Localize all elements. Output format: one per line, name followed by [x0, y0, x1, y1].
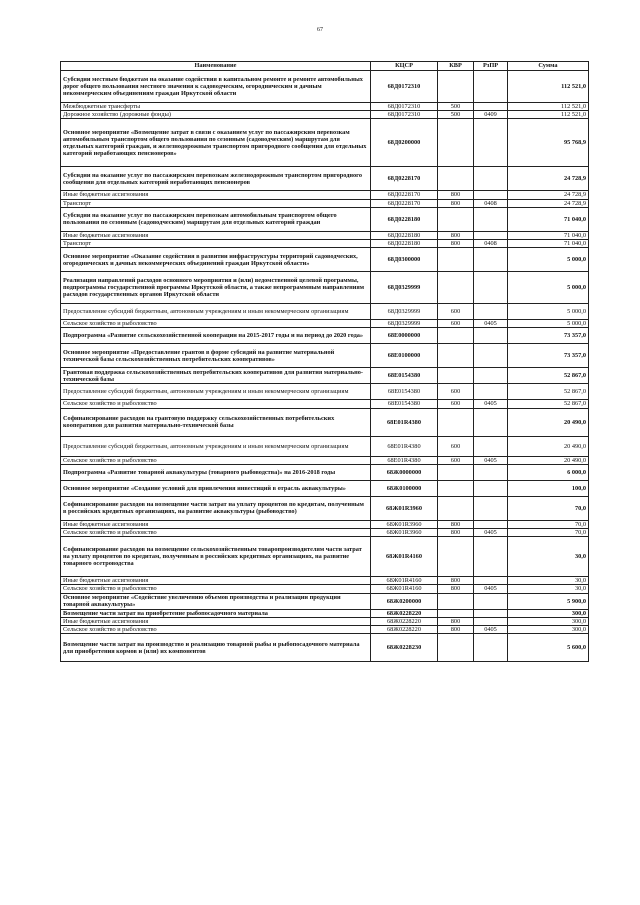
table-row	[61, 304, 589, 320]
cell-rzpr	[474, 634, 508, 662]
cell-rzpr	[474, 520, 508, 528]
cell-rzpr: 0405	[474, 626, 508, 634]
cell-code: 68Ж01R4160	[371, 537, 438, 577]
cell-rzpr	[474, 207, 508, 231]
cell-code: 68Д0228170	[371, 191, 438, 199]
cell-rzpr	[474, 191, 508, 199]
cell-name: Субсидии на оказание услуг по пассажирским перевозкам автомобильным транспортом общего пользования по сезонным (садоводческим) маршрутам для отдельных категорий граждан	[61, 207, 371, 231]
cell-name: Подпрограмма «Развитие товарной аквакультуры (товарного рыбоводства)» на 2016-2018 годы	[61, 464, 371, 480]
cell-sum: 24 728,9	[508, 167, 589, 191]
cell-kvr: 800	[438, 191, 474, 199]
cell-kvr: 600	[438, 304, 474, 320]
header-rzpr: РзПР	[474, 62, 508, 71]
cell-kvr: 500	[438, 103, 474, 111]
cell-kvr: 800	[438, 240, 474, 248]
cell-name: Сельское хозяйство и рыболовство	[61, 456, 371, 464]
cell-sum: 5 600,0	[508, 634, 589, 662]
cell-rzpr: 0405	[474, 400, 508, 408]
cell-rzpr	[474, 368, 508, 384]
cell-kvr	[438, 464, 474, 480]
table-row	[61, 634, 589, 662]
cell-sum: 52 867,0	[508, 368, 589, 384]
cell-rzpr	[474, 167, 508, 191]
budget-table	[60, 61, 589, 662]
cell-rzpr	[474, 328, 508, 344]
cell-code: 68Ж0228230	[371, 634, 438, 662]
cell-sum: 5 000,0	[508, 248, 589, 272]
cell-name: Транспорт	[61, 240, 371, 248]
cell-rzpr: 0408	[474, 240, 508, 248]
cell-kvr: 800	[438, 585, 474, 593]
cell-sum: 30,0	[508, 585, 589, 593]
cell-name: Сельское хозяйство и рыболовство	[61, 400, 371, 408]
cell-rzpr	[474, 119, 508, 167]
cell-rzpr	[474, 231, 508, 239]
cell-sum: 95 768,9	[508, 119, 589, 167]
table-row	[61, 111, 589, 119]
cell-rzpr	[474, 593, 508, 609]
cell-code: 68Д0228180	[371, 240, 438, 248]
cell-kvr: 800	[438, 626, 474, 634]
cell-name: Иные бюджетные ассигнования	[61, 577, 371, 585]
table-row	[61, 456, 589, 464]
table-body	[61, 71, 589, 662]
cell-kvr	[438, 344, 474, 368]
cell-code: 68Ж01R3960	[371, 529, 438, 537]
cell-sum: 100,0	[508, 480, 589, 496]
cell-rzpr	[474, 103, 508, 111]
cell-sum: 30,0	[508, 577, 589, 585]
cell-code: 68Е0154380	[371, 368, 438, 384]
table-row	[61, 626, 589, 634]
cell-kvr	[438, 71, 474, 103]
cell-sum: 5 000,0	[508, 304, 589, 320]
cell-sum: 112 521,0	[508, 111, 589, 119]
cell-name: Основное мероприятие «Возмещение затрат в связи с оказанием услуг по пассажирским перевозкам автомобильным транспортом общего пользования по сезонным (садоводческим) маршрутам для отдельных категорий граждан, и железнодорожным транспортом пригородного сообщения для отдельных категорий неработающих пенсионеров»	[61, 119, 371, 167]
table-row	[61, 231, 589, 239]
cell-name: Сельское хозяйство и рыболовство	[61, 529, 371, 537]
cell-name: Софинансирование расходов на возмещение части затрат на уплату процентов по кредитам, полученным в российских кредитных организациях, на развитие аквакультуры (рыбоводство)	[61, 496, 371, 520]
cell-kvr: 600	[438, 436, 474, 456]
cell-name: Транспорт	[61, 199, 371, 207]
cell-rzpr: 0408	[474, 199, 508, 207]
cell-kvr: 600	[438, 384, 474, 400]
table-row	[61, 328, 589, 344]
table-row	[61, 436, 589, 456]
cell-name: Основное мероприятие «Оказание содействия в развитии инфраструктуры территорий садоводческих, огороднических и дачных некоммерческих объединений граждан Иркутской области»	[61, 248, 371, 272]
cell-code: 68Д0228170	[371, 199, 438, 207]
cell-code: 68Д0329999	[371, 272, 438, 304]
table-row	[61, 240, 589, 248]
table-row	[61, 248, 589, 272]
table-row	[61, 344, 589, 368]
cell-kvr	[438, 537, 474, 577]
cell-sum: 71 040,0	[508, 231, 589, 239]
cell-sum: 70,0	[508, 496, 589, 520]
cell-name: Сельское хозяйство и рыболовство	[61, 626, 371, 634]
cell-rzpr: 0405	[474, 585, 508, 593]
table-row	[61, 103, 589, 111]
cell-sum: 112 521,0	[508, 71, 589, 103]
cell-sum: 30,0	[508, 537, 589, 577]
cell-code: 68Д0172310	[371, 103, 438, 111]
cell-name: Сельское хозяйство и рыболовство	[61, 585, 371, 593]
cell-code: 68Д0228180	[371, 231, 438, 239]
cell-rzpr	[474, 384, 508, 400]
cell-code: 68Д0172310	[371, 71, 438, 103]
cell-name: Возмещение части затрат на производство и реализацию товарной рыбы и рыбопосадочного материала для приобретения кормов и (или) их компонентов	[61, 634, 371, 662]
cell-kvr	[438, 248, 474, 272]
cell-kvr	[438, 480, 474, 496]
cell-kvr: 500	[438, 111, 474, 119]
cell-sum: 5 900,0	[508, 593, 589, 609]
header-sum: Сумма	[508, 62, 589, 71]
header-code: КЦСР	[371, 62, 438, 71]
cell-code: 68Д0329999	[371, 320, 438, 328]
cell-rzpr	[474, 71, 508, 103]
cell-kvr: 600	[438, 400, 474, 408]
cell-sum: 20 490,0	[508, 456, 589, 464]
cell-sum: 6 000,0	[508, 464, 589, 480]
cell-kvr	[438, 119, 474, 167]
cell-rzpr	[474, 464, 508, 480]
header-name: Наименование	[61, 62, 371, 71]
cell-name: Подпрограмма «Развитие сельскохозяйственной кооперации на 2015-2017 годы и на период до 2020 года»	[61, 328, 371, 344]
cell-name: Предоставление субсидий бюджетным, автономным учреждениям и иным некоммерческим организациям	[61, 436, 371, 456]
table-row	[61, 480, 589, 496]
cell-sum: 20 490,0	[508, 436, 589, 456]
cell-kvr: 800	[438, 617, 474, 625]
cell-code: 68Ж0228220	[371, 626, 438, 634]
cell-code: 68Е01R4380	[371, 456, 438, 464]
cell-rzpr: 0409	[474, 111, 508, 119]
table-header-row	[61, 62, 589, 71]
cell-name: Дорожное хозяйство (дорожные фонды)	[61, 111, 371, 119]
header-kvr: КВР	[438, 62, 474, 71]
cell-code: 68Ж01R4160	[371, 577, 438, 585]
cell-sum: 300,0	[508, 617, 589, 625]
cell-code: 68Д0172310	[371, 111, 438, 119]
cell-sum: 300,0	[508, 626, 589, 634]
table-row	[61, 529, 589, 537]
table-row	[61, 199, 589, 207]
cell-sum: 73 357,0	[508, 344, 589, 368]
cell-name: Возмещение части затрат на приобретение рыбопосадочного материала	[61, 609, 371, 617]
cell-sum: 52 867,0	[508, 400, 589, 408]
cell-name: Сельское хозяйство и рыболовство	[61, 320, 371, 328]
cell-code: 68Ж0228220	[371, 617, 438, 625]
cell-code: 68Д0300000	[371, 248, 438, 272]
cell-name: Основное мероприятие «Содействие увеличению объемов производства и реализации продукции товарной аквакультуры»	[61, 593, 371, 609]
cell-code: 68Е01R4380	[371, 436, 438, 456]
cell-name: Основное мероприятие «Предоставление грантов в форме субсидий на развитие материальной технической базы сельскохозяйственных потребительских кооперативов»	[61, 344, 371, 368]
page-number: 67	[317, 27, 323, 33]
cell-rzpr	[474, 304, 508, 320]
table-row	[61, 593, 589, 609]
table-row	[61, 71, 589, 103]
cell-code: 68Ж01R3960	[371, 496, 438, 520]
cell-sum: 52 867,0	[508, 384, 589, 400]
cell-name: Реализация направлений расходов основного мероприятия и (или) ведомственной целевой программы, подпрограммы государственной программы Иркутской области, а также непрограммным направлениям расходов государственных органов Иркутской области	[61, 272, 371, 304]
cell-rzpr: 0405	[474, 320, 508, 328]
cell-rzpr	[474, 248, 508, 272]
table-row	[61, 464, 589, 480]
table-row	[61, 496, 589, 520]
table-row	[61, 207, 589, 231]
cell-sum: 71 040,0	[508, 207, 589, 231]
cell-code: 68Е0154380	[371, 384, 438, 400]
cell-name: Субсидии местным бюджетам на оказание содействия в капитальном ремонте и ремонте автомобильных дорог общего пользования местного значения к садоводческим, огородническим и дачным некоммерческим объединениям граждан Иркутской области	[61, 71, 371, 103]
cell-kvr: 800	[438, 577, 474, 585]
cell-kvr: 800	[438, 529, 474, 537]
cell-rzpr	[474, 537, 508, 577]
cell-rzpr	[474, 344, 508, 368]
cell-kvr	[438, 609, 474, 617]
table-row	[61, 119, 589, 167]
table-row	[61, 368, 589, 384]
cell-kvr	[438, 272, 474, 304]
cell-sum: 24 728,9	[508, 191, 589, 199]
cell-sum: 71 040,0	[508, 240, 589, 248]
table-row	[61, 400, 589, 408]
cell-kvr	[438, 634, 474, 662]
cell-code: 68Ж01R4160	[371, 585, 438, 593]
table-row	[61, 585, 589, 593]
cell-name: Субсидии на оказание услуг по пассажирским перевозкам железнодорожным транспортом пригородного сообщения для отдельных категорий неработающих пенсионеров	[61, 167, 371, 191]
cell-code: 68Ж0100000	[371, 480, 438, 496]
cell-rzpr: 0405	[474, 456, 508, 464]
cell-name: Межбюджетные трансферты	[61, 103, 371, 111]
cell-code: 68Ж0228220	[371, 609, 438, 617]
cell-sum: 70,0	[508, 520, 589, 528]
cell-code: 68Д0329999	[371, 304, 438, 320]
table-row	[61, 408, 589, 436]
table-row	[61, 191, 589, 199]
cell-kvr	[438, 368, 474, 384]
cell-sum: 24 728,9	[508, 199, 589, 207]
cell-kvr: 600	[438, 456, 474, 464]
cell-kvr: 800	[438, 520, 474, 528]
cell-sum: 20 490,0	[508, 408, 589, 436]
table-row	[61, 617, 589, 625]
table-row	[61, 520, 589, 528]
cell-name: Иные бюджетные ассигнования	[61, 520, 371, 528]
cell-rzpr	[474, 272, 508, 304]
cell-kvr	[438, 207, 474, 231]
cell-code: 68Д0200000	[371, 119, 438, 167]
cell-code: 68Е01R4380	[371, 408, 438, 436]
cell-kvr: 800	[438, 199, 474, 207]
cell-name: Грантовая поддержка сельскохозяйственных потребительских кооперативов для развития материально-технической базы	[61, 368, 371, 384]
cell-kvr	[438, 408, 474, 436]
cell-rzpr	[474, 436, 508, 456]
cell-rzpr	[474, 617, 508, 625]
cell-code: 68Е0154380	[371, 400, 438, 408]
cell-name: Софинансирование расходов на грантовую поддержку сельскохозяйственных потребительских кооперативов для развития материально-технической базы	[61, 408, 371, 436]
cell-code: 68Е0100000	[371, 344, 438, 368]
table-row	[61, 272, 589, 304]
cell-rzpr	[474, 408, 508, 436]
cell-sum: 300,0	[508, 609, 589, 617]
cell-sum: 112 521,0	[508, 103, 589, 111]
table-row	[61, 537, 589, 577]
cell-sum: 5 000,0	[508, 272, 589, 304]
cell-name: Предоставление субсидий бюджетным, автономным учреждениям и иным некоммерческим организациям	[61, 304, 371, 320]
table-row	[61, 167, 589, 191]
cell-kvr: 800	[438, 231, 474, 239]
cell-code: 68Д0228180	[371, 207, 438, 231]
table-row	[61, 609, 589, 617]
table-row	[61, 577, 589, 585]
cell-rzpr: 0405	[474, 529, 508, 537]
cell-sum: 5 000,0	[508, 320, 589, 328]
cell-code: 68Е0000000	[371, 328, 438, 344]
cell-name: Иные бюджетные ассигнования	[61, 617, 371, 625]
table-row	[61, 384, 589, 400]
cell-name: Предоставление субсидий бюджетным, автономным учреждениям и иным некоммерческим организациям	[61, 384, 371, 400]
table-row	[61, 320, 589, 328]
cell-code: 68Ж0000000	[371, 464, 438, 480]
cell-rzpr	[474, 480, 508, 496]
cell-sum: 73 357,0	[508, 328, 589, 344]
cell-name: Иные бюджетные ассигнования	[61, 231, 371, 239]
cell-kvr: 600	[438, 320, 474, 328]
cell-name: Софинансирование расходов на возмещение сельскохозяйственным товаропроизводителям части затрат на уплату процентов по кредитам, полученным в российских кредитных организациях, на развитие товарного осетроводства	[61, 537, 371, 577]
cell-sum: 70,0	[508, 529, 589, 537]
cell-code: 68Ж0200000	[371, 593, 438, 609]
cell-kvr	[438, 593, 474, 609]
cell-kvr	[438, 496, 474, 520]
cell-rzpr	[474, 609, 508, 617]
cell-code: 68Д0228170	[371, 167, 438, 191]
cell-name: Основное мероприятие «Создание условий для привлечения инвестиций в отрасль аквакультуры»	[61, 480, 371, 496]
cell-rzpr	[474, 496, 508, 520]
cell-name: Иные бюджетные ассигнования	[61, 191, 371, 199]
cell-rzpr	[474, 577, 508, 585]
cell-code: 68Ж01R3960	[371, 520, 438, 528]
cell-kvr	[438, 328, 474, 344]
cell-kvr	[438, 167, 474, 191]
